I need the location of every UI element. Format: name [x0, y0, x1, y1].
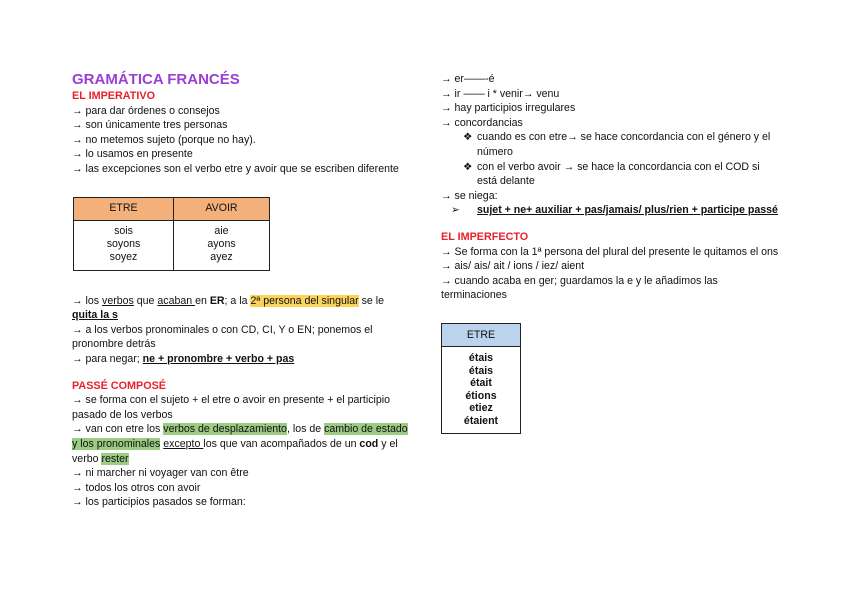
highlight-green: rester [101, 452, 129, 465]
text: cuando es con etre→ se hace concordancia con el género y el número [477, 131, 771, 158]
arrowhead-bullet-icon: ➢ [451, 204, 460, 217]
formula: ne + pronombre + verbo + pas [142, 352, 295, 365]
imperfecto-line-1: → Se forma con la 1ª persona del plural del presente le quitamos el ons [441, 245, 779, 258]
participle-line-3: → hay participios irregulares [441, 102, 576, 115]
table-cell: étais [468, 364, 494, 377]
imperfecto-heading: EL IMPERFECTO [441, 230, 529, 243]
imperativo-line-1: → para dar órdenes o consejos [72, 104, 220, 117]
diamond-bullet-icon: ❖ [463, 160, 473, 173]
table-cell: aie [214, 224, 229, 237]
table-cell: soyez [109, 250, 138, 263]
text: con el verbo avoir → se hace la concordancia con el COD si está delante [477, 160, 760, 188]
imperativo-line-4: → lo usamos en presente [72, 148, 193, 161]
niega-line: → se niega: [441, 189, 498, 202]
text: en [195, 294, 210, 307]
text: → para negar; [72, 352, 143, 365]
text: que [133, 294, 158, 307]
passe-line-4: → todos los otros con avoir [72, 481, 201, 494]
passe-line-1: → se forma con el sujeto + el etre o avoir en presente + el participio pasado de los verbos [72, 394, 390, 421]
table-cell: étions [465, 389, 497, 402]
etre-column [74, 220, 174, 270]
table-cell: soyons [106, 237, 141, 250]
left-column [72, 70, 412, 510]
table-header-etre: ETRE [74, 197, 174, 220]
text: quita la s [72, 309, 118, 322]
imperativo-line-2: → son únicamente tres personas [72, 119, 228, 132]
rule-negar [72, 352, 412, 367]
avoir-column [174, 220, 270, 270]
rule-pronominales: → a los verbos pronominales o con CD, CI, Y o EN; ponemos el pronombre detrás [72, 323, 373, 351]
participle-line-1: → er——-é [441, 73, 495, 85]
diamond-bullet-icon: ❖ [463, 131, 473, 144]
document-title: GRAMÁTICA FRANCÉS [72, 71, 240, 88]
table-header-etre: ETRE [442, 323, 521, 346]
passe-line-3: → ni marcher ni voyager van con être [72, 467, 249, 480]
text: → van con etre los [72, 423, 164, 436]
highlight-green: verbos de desplazamiento [163, 423, 287, 436]
imperfecto-table [441, 323, 521, 435]
concordance-bullet-1 [441, 130, 781, 159]
passe-line-2 [72, 422, 412, 466]
niega-formula-item [441, 203, 781, 218]
imperfecto-forms [442, 346, 521, 434]
text: verbos [102, 294, 134, 307]
text: y el verbo [72, 437, 398, 465]
table-cell: était [470, 377, 492, 390]
text: , los de [286, 423, 325, 436]
highlight-yellow: 2ª persona del singular [250, 294, 359, 307]
participle-line-2: → ir —— i * venir→ venu [441, 87, 560, 100]
table-cell: étais [468, 351, 494, 364]
text: se le [358, 294, 384, 307]
imperativo-line-3: → no metemos sujeto (porque no hay). [72, 133, 256, 146]
table-cell: ayez [210, 250, 233, 263]
text: acaban [157, 294, 196, 307]
text: cod [359, 437, 379, 450]
text: → los [72, 294, 103, 307]
highlight-green: cambio de estado y los pronominales [72, 423, 408, 450]
imperativo-table [73, 197, 270, 271]
passe-heading: PASSÉ COMPOSÉ [72, 379, 166, 392]
concordance-bullet-2 [441, 160, 781, 189]
rule-er-verbs [72, 294, 412, 323]
text: los que van acompañados de un [203, 437, 360, 450]
table-cell: ayons [207, 237, 236, 250]
imperfecto-line-2: → ais/ ais/ ait / ions / iez/ aient [441, 260, 585, 273]
participle-line-4: → concordancias [441, 116, 523, 129]
imperativo-line-5: → las excepciones son el verbo etre y avoir que se escriben diferente [72, 162, 399, 175]
text: ; a la [224, 294, 251, 307]
table-cell: etiez [469, 402, 493, 415]
formula: sujet + ne+ auxiliar + pas/jamais/ plus/rien + participe passé [477, 204, 778, 217]
table-cell: sois [114, 224, 133, 237]
table-header-avoir: AVOIR [174, 197, 270, 220]
imperativo-heading: EL IMPERATIVO [72, 90, 155, 102]
imperfecto-line-3: → cuando acaba en ger; guardamos la e y le añadimos las terminaciones [441, 274, 718, 302]
table-cell: étaient [463, 414, 499, 427]
text: ER [209, 294, 225, 307]
text: excepto [163, 437, 204, 450]
passe-line-5: → los participios pasados se forman: [72, 496, 246, 509]
right-column [441, 72, 781, 434]
